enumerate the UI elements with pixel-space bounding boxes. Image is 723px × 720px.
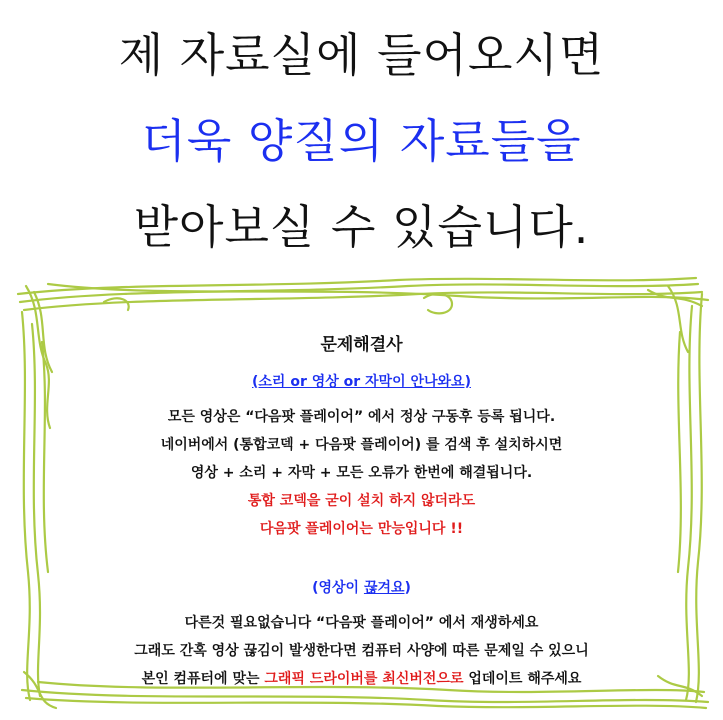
note-section2-subtitle-underline: 끊겨요 xyxy=(363,580,405,596)
note-section2-subtitle-prefix: (영상이 xyxy=(312,580,364,596)
headline-line-1: 제 자료실에 들어오시면 xyxy=(118,28,605,82)
note-section1-line-3: 영상 + 소리 + 자막 + 모든 오류가 한번에 해결됩니다. xyxy=(190,465,533,481)
note-section1-subtitle xyxy=(40,371,683,391)
note-section2-last-part2: 그래픽 드라이버를 최신버전으로 xyxy=(264,671,464,687)
note-title: 문제해결사 xyxy=(320,335,403,355)
note-section2-last-part1: 본인 컴퓨터에 맞는 xyxy=(141,671,265,687)
note-section2-last-part3: 업데이트 해주세요 xyxy=(463,671,582,687)
note-section1-subtitle-text: (소리 or 영상 or 자막이 안나와요) xyxy=(252,374,471,390)
headline-line-3: 받아보실 수 있습니다. xyxy=(133,200,590,254)
note-section1-line-2: 네이버에서 (통합코덱 + 다음팟 플레이어) 를 검색 후 설치하시면 xyxy=(160,437,563,453)
note-content xyxy=(40,330,683,693)
section-gap xyxy=(40,543,683,577)
note-section2-subtitle xyxy=(40,577,683,597)
note-section2-last-line xyxy=(40,665,683,693)
note-section1-red-line-2: 다음팟 플레이어는 만능입니다 !! xyxy=(259,521,464,537)
note-section1-line-1: 모든 영상은 “다음팟 플레이어” 에서 정상 구동후 등록 됩니다. xyxy=(167,409,556,425)
headline-line-2: 더욱 양질의 자료들을 xyxy=(141,114,582,168)
note-section2-line-1: 다른것 필요없습니다 “다음팟 플레이어” 에서 재생하세요 xyxy=(184,615,539,631)
note-section1-red-line-1: 통합 코덱을 굳이 설치 하지 않더라도 xyxy=(247,493,476,509)
note-section2-subtitle-suffix: ) xyxy=(404,580,411,596)
headline-block xyxy=(0,12,723,270)
note-section2-line-2: 그래도 간혹 영상 끊김이 발생한다면 컴퓨터 사양에 따른 문제일 수 있으니 xyxy=(134,643,589,659)
